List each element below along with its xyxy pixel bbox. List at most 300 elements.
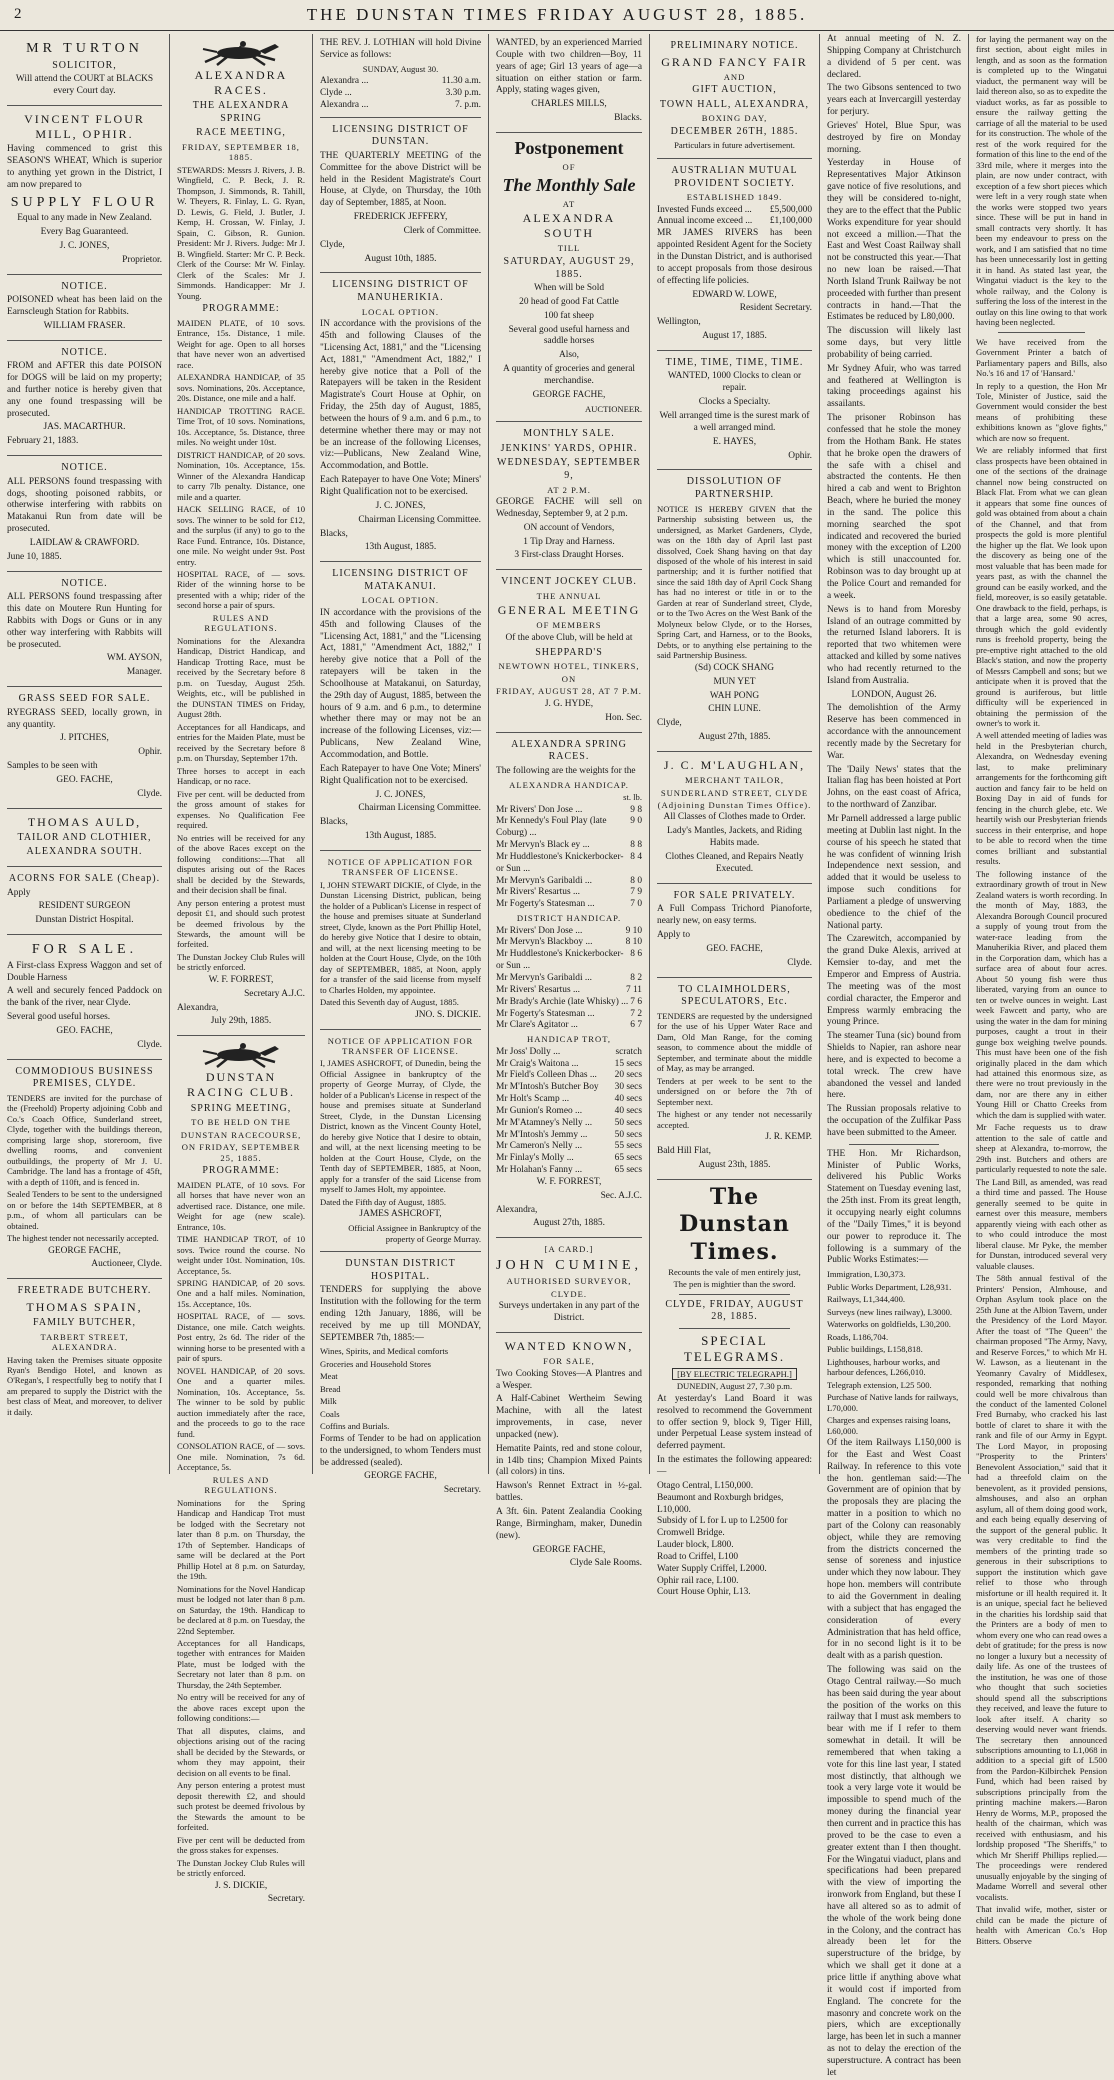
weight-row-label: Mr Field's Colleen Dhas ... [496,1070,597,1081]
ad-body: Hematite Paints, red and stone colour, in 14lb tins; Champion Mixed Paints (all colors) in tins. [496,1443,642,1478]
weights-table-trot [496,1047,642,1177]
article-paragraph: Yesterday in House of Representatives Major Atkinson gave notice of five resolutions, and they will be considered to-night, they are to the effect that the Public Works expenditure for year should not exceed a million.—That the East and West Coast Railway shall not be constructed this year.—That no new loan be raised.—That North Island Trunk Railway be not proceeded with further than present contracts in hand.—That the Estimates be reduced by L80,000. [827,158,961,323]
ad-piano-sale [657,884,812,978]
ad-subtitle: SPRING MEETING, [190,1102,292,1114]
ad-signature-role: Clyde Sale Rooms. [569,1558,642,1569]
weight-row-label: Mr Rivers' Resartus ... [496,984,580,995]
estimate-item: Immigration, L30,373. [827,1269,906,1280]
ad-body: Two Cooking Stoves—A Plantres and a Wesper. [496,1368,642,1391]
ad-title: TIME, TIME, TIME, TIME. [665,356,804,368]
estimate-item: Roads, L186,704. [827,1331,889,1342]
paper-nameplate: The Dunstan Times. [679,1183,790,1265]
article-paragraph: We are reliably informed that first class prospects have been obtained in one of the sections of the drainage channel now being constructed on Black Flat. From what we can glean it appears that some fine ounces of gold was obtained from about a chain of the Channel, and that from prospects the gold is more plentiful the higher up the flat. We look upon the discovery as being one of the most valuable that has been made for years past, as with the channel the ground can be easily worked, and the field, moreover, is so easily getatable. One drawback to the field, perhaps, is that a large area, some 90 acres, through which the gold evidently runs is freehold property, being the pre-emptive right attached to the old Black's station, and now the property of Messrs Campbell and sons; but we anticipate when it is proved that the ground is auriferous, but little difficulty will be experienced in obtaining the permission of the owner's to work it. [976,445,1107,728]
ad-signature: GEO. FACHE, [56,774,113,785]
ad-body: The Dunstan Jockey Club Rules will be strictly enforced. [177,951,305,973]
weight-row-label: Mr Mervyn's Black ey ... [496,840,590,851]
ad-signature: WAH PONG [709,690,760,701]
issue-date: CLYDE, FRIDAY, AUGUST 28, 1885. [665,1298,804,1323]
service-time-value: 3.30 p.m. [445,88,481,99]
ad-body: Particulars in future advertisement. [674,140,795,151]
weight-row-label: Mr Huddlestone's Knickerbocker-or Sun ... [496,851,624,874]
ad-title: ACORNS FOR SALE (Cheap). [8,872,161,884]
ad-wanted-situation [496,34,642,133]
ad-body: The Dunstan Jockey Club Rules will be strictly enforced. [177,1857,305,1879]
ad-place: Clyde, [320,239,345,250]
ad-connector: AND [723,71,746,82]
ad-signature: J. C. JONES, [375,789,426,800]
ad-title: WANTED KNOWN, [504,1339,634,1354]
weight-row-value: scratch [615,1046,642,1057]
ad-connector: TILL [557,243,581,254]
weight-row-label: Mr Fogerty's Statesman ... [496,1008,595,1019]
ad-section-title: PROGRAMME: [202,303,280,315]
article-paragraph: The Land Bill, as amended, was read a third time and passed. The House generally seemed to be quite in earnest over this measure, members apparently vieing with each other as to who could introduce the most liberal clause. Mr Pyke, the member for Dunstan, introduced several very valuable clauses. [976,1176,1107,1271]
weights-unit: st. lb. [623,792,642,803]
ad-body: Equal to any made in New Zealand. [17,213,152,224]
article-paragraph: That invalid wife, mother, sister or child can be made the picture of health with American Co.'s Hop Bitters. Observe [976,1904,1107,1946]
tender-item: Coffins and Burials. [320,1421,390,1432]
ad-signature: JAMES ASHCROFT, [359,1209,442,1220]
ad-signature: (Sd) COCK SHANG [694,662,775,673]
weight-row [496,1070,642,1082]
ad-title: DUNSTAN DISTRICT HOSPITAL. [345,1258,456,1282]
columns [0,34,1114,2078]
ad-signature: GEO. FACHE, [56,1025,113,1036]
weight-row [496,840,642,852]
ad-dunstan-racing-club [177,1036,305,1913]
ad-signature: J. G. HYDE, [544,698,594,709]
ad-title: LICENSING DISTRICT OF DUNSTAN. [332,123,469,148]
ad-place: CLYDE. [551,1288,587,1299]
ad-race-weights [496,733,642,1239]
ad-signature: E. HAYES, [712,436,757,447]
weight-row [496,1106,642,1118]
ad-date: August 10th, 1885. [364,253,437,264]
ad-vincent-jockey-club [496,570,642,732]
ad-body: Nominations for the Novel Handicap must be lodged not later than 8 p.m. on Saturday, the 19th. Handicap to be declared at 8 p.m. on Tuesday, the 22nd September. [177,1583,305,1636]
ad-place: Bald Hill Flat, [657,1145,711,1156]
article-paragraph: The discussion will likely last some days, but very little probability of being carried. [827,326,961,360]
ad-date: WEDNESDAY, SEPTEMBER 9, [497,457,641,481]
ad-section-title: RULES AND REGULATIONS. [204,1474,278,1496]
weight-row [496,852,642,876]
service-time-value: 7. p.m. [454,99,481,110]
weight-row [496,949,642,973]
ad-monthly-sale [496,422,642,570]
weight-row-label: Mr Mervyn's Garibaldi ... [496,972,592,983]
ad-body: A well and securely fenced Paddock on the bank of the river, near Clyde. [7,986,162,1009]
ad-preliminary-notice [657,34,812,159]
column-1 [0,34,170,1474]
ad-signature: FREDERICK JEFFERY, [353,212,448,223]
weight-row [496,1130,642,1142]
ad-signature-role: Proprietor. [122,254,162,265]
ad-body: A Half-Cabinet Wertheim Sewing Machine, with all the latest improvements, in case, never unpacked (new). [496,1394,642,1440]
ad-signature: J. C. JONES, [59,240,110,251]
dateline: LONDON, August 26. [851,689,937,700]
ad-title: J. C. M'LAUGHLAN, [663,757,806,772]
weight-row [496,805,642,817]
ad-title: ALEXANDRA SPRING RACES. [511,738,627,763]
ad-body: ALL PERSONS found trespassing with dogs, shooting poisoned rabbits, or otherwise interfering with rabbits on Matakanui Run from date will be prosecuted. [7,476,162,535]
ad-title: Postponement [514,137,624,158]
ad-john-cumine [496,1238,642,1333]
article-paragraph: The following was said on the Otago Central railway.—So much has been said during the year about the position of the works on this railway that I must ask members to bear with me if I refer to them somewhat in detail. It will be remembered that when taking a vote for this line last year, I stated most distinctly, that although we took a very large vote it would be impossible to spend much of the money during the financial year then current and in practice this has proved to be the case to even a greater extent than I then thought. For the Wingatui viaduct, plans and specifications had been prepared with the view of importing the ironwork from England, but these I have all altered so as to admit of the whole of the work being done in the Colony, and the contract has already been let for the superstructure of the bridge, by which we shall get it done at a price little if anything above what it would cost if imported from England. The concrete for the masonry and concrete work on the piers, which are exceptionally large, has been let in such a manner as not to delay the erection of the superstructure. A contract has been let [827,1665,961,2078]
ad-licensing-dunstan [320,118,481,274]
ad-subtitle: MERCHANT TAILOR, [684,775,785,786]
fund-row [657,216,812,228]
ad-body: Clothes Cleaned, and Repairs Neatly Executed. [665,852,804,874]
ad-body: Of the above Club, will be held at [505,632,633,643]
ad-signature: CHIN LUNE. [708,704,761,715]
ad-body: Each Ratepayer to have One Vote; Miners' Right Qualification not to be exercised. [320,763,481,786]
ad-body: A First-class Express Waggon and set of Double Harness [7,960,162,983]
ad-subtitle: FOR SALE, [543,1356,595,1367]
ad-subtitle: THE ALEXANDRA SPRING [192,100,290,124]
ad-body: WANTED, 1000 Clocks to clean or repair. [667,371,802,394]
ad-place: TARBERT STREET, ALEXANDRA. [40,1331,129,1353]
estimates-list [827,1269,961,1436]
ad-signature: J. R. KEMP. [765,1132,812,1143]
ad-notice-poison-wheat [7,275,162,341]
weight-row-label: Mr M'Intosh's Butcher Boy [496,1082,599,1093]
article-paragraph: Mr Parnell addressed a large public meeting at Dublin last night. In the course of his speech he stated that he was confident of winning Irish Independence next session, and added that it would be useless to impose such conditions for Parliament a pledge of unswerving obedience to the chief of the National party. [827,814,961,931]
ad-body: Clocks a Specialty. [698,397,771,408]
article-paragraph: The 'Daily News' states that the Italian flag has been hoisted at Port Johns, on the east coast of Africa, to the northward of Zanzibar. [827,764,961,811]
ad-title: FOR SALE PRIVATELY. [673,889,796,901]
article-paragraph: The demolishtion of the Army Reserve has been commenced in accordance with the announcement recently made by the Secretary for War. [827,703,961,761]
ad-body: Also, [558,350,580,361]
estimate-row-label: Court House Ophir, L13. [657,1587,751,1598]
estimate-item: Telegraph extension, L25 500. [827,1379,932,1390]
ad-body: Five per cent. will be deducted from the gross amount of stakes for expenses. No Qualification Fee required. [177,788,305,831]
weight-row [496,876,642,888]
ad-signature-role: Secretary. [443,1485,481,1496]
article-paragraph: At yesterday's Land Board it was resolved to recommend the Government to offer section 9, block 9, Tiger Hill, under Perpetual Lease system instead of deferred payment. [657,1393,812,1452]
programme-event: MAIDEN PLATE, of 10 sovs. Entrance, 15s. Distance, 1 mile. Weight for age. Open to all horses that have never won an advertised race. [177,317,305,370]
ad-postponement [496,133,642,422]
weight-row [496,1118,642,1130]
tender-item: Bread [320,1383,341,1394]
ad-place: Wellington, [657,317,701,328]
article-paragraph: The prisoner Robinson has confessed that he stole the money from the Hotham Bank. He states that he broke open the drawers of the safe with a chisel and abstracted the contents. He then hired a cab and went to Brighton Beach, where he buried the money in the sand. The police this morning searched the spot indicated and recovered the buried money with the exception of L200 which is still unaccounted for. Robinson was to day brought up at the Police Court and remanded for a week. [827,413,961,601]
estimate-item: Charges and expenses raising loans, L60,000. [827,1415,951,1436]
weight-row-label: Mr Rivers' Don Jose ... [496,804,583,815]
ad-signature: GEORGE FACHE, [364,1471,437,1482]
article-paragraph: In reply to a question, the Hon Mr Tole, Minister of Justice, said the Government would consider the best means of prohibiting these exhibitions known as "glove fights," which are now so frequent. [976,380,1107,443]
weight-row-value: 30 secs [614,1082,642,1093]
ad-body: Any person entering a protest must deposit therewith £2, and should such protest be deemed frivolous by the Stewards the amount to be forfeited. [177,1780,305,1833]
weight-row [496,1153,642,1165]
ad-title: MR TURTON [26,41,143,56]
article-paragraph: Mr Sydney Afuir, who was tarred and feathered at Wellington is taking proceedings against his assailants. [827,363,961,410]
ad-signature: EDWARD W. LOWE, [692,289,777,300]
ad-signature: GEO. FACHE, [706,943,763,954]
weight-row-label: Mr Finlay's Molly ... [496,1153,574,1164]
article-paragraph: News is to hand from Moresby Island of an outrage committed by the returned Island laborers. It is reported that two whitemen were attacked and killed by some natives who had recently returned to the Island from Australia. [827,604,961,686]
ad-body: WANTED, by an experienced Married Couple with two children—Boy, 11 years of age; Girl 13 years of age—a situation on either station or farm. Apply, stating wages given, [496,38,642,96]
section-title: SPECIAL TELEGRAMS. [683,1332,786,1365]
ad-dissolution [657,470,812,752]
ad-body: The following are the weights for the [496,765,636,776]
ad-body: 1 Tip Dray and Harness. [523,536,615,547]
weight-row-value: 8 8 [630,840,642,851]
ad-body: TENDERS are requested by the undersigned for the use of his Upper Water Race and Dam, Old Man Range, for the coming season, to commence about the middle of September, and terminate about the middle of May, as may be arranged. [657,1010,812,1074]
ad-signature: J. S. DICKIE, [214,1880,268,1891]
ad-body: IN accordance with the provisions of the 45th and following Clauses of the "Licensing Act, 1881," and the "Licensing Act, 1881," "Amendment Act, 1882," I hereby give notice that a Poll of the ratepayers will be taken in the Schoolhouse at Matakanui, on Saturday, the 29th day of August, 1885, between the hours of 9 a.m. and 6 p.m., to determine whether there may or may not be an increase of the following Licenses, viz:—Publicans, New Zealand Wine, Accommodation, and Bottle. [320,607,481,760]
ad-body: MR JAMES RIVERS has been appointed Resident Agent for the Society in the Dunstan District, and is authorised to accept proposals from those desirous of effecting life policies. [657,228,812,286]
ad-signature-role: Chairman Licensing Committee. [358,514,481,525]
weight-row-value: 50 secs [614,1129,642,1140]
service-times [320,76,481,112]
programme-event: HOSPITAL RACE, of — sovs. Rider of the winning horse to be presented with a whip; rider of the second horse a pair of spurs. [177,569,305,611]
weight-row-value: 7 9 [630,887,642,898]
weight-row [496,1094,642,1106]
weight-row-value: 8 4 [630,851,642,862]
weights-table-alexandra [496,805,642,912]
ad-subtitle: LOCAL OPTION. [361,595,440,606]
ad-subtitle: GIFT AUCTION, [692,84,777,96]
column-4 [489,34,650,1569]
ad-body: Will attend the COURT at BLACKS every Court day. [15,74,154,97]
ad-freetrade-butchery [7,1279,162,1424]
ad-signature: W. F. FORREST, [536,1176,602,1187]
ad-signature-role: Sec. A.J.C. [600,1190,642,1201]
estimate-row [657,1587,812,1599]
ad-body: TENDERS are invited for the purchase of the (Freehold) Property adjoining Cobb and Co.'s Coach Office, Sunderland street, Clyde, together with the buildings thereon, comprising large shop, storeroom, five dwelling rooms, and convenient outbuildings, the property of Mr J. U. Cambridge. The land has a frontage of 45ft, with a depth of 110ft, and is fenced in. [7,1092,162,1187]
racehorse-illustration-icon [191,40,291,66]
ad-section-title: HANDICAP TROT, [526,1034,612,1045]
ad-signature: RESIDENT SURGEON [38,901,131,912]
ad-body: THE REV. J. LOTHIAN will hold Divine Service as follows: [320,38,481,60]
ad-title: NOTICE. [61,462,108,474]
ad-date: Dated the Fifth day of August, 1885. [320,1196,447,1207]
ad-date: July 29th, 1885. [210,1016,272,1027]
service-time-label: Alexandra ... [320,76,369,87]
ad-title: DUNSTAN RACING CLUB. [186,1070,295,1100]
ad-body: A Full Compass Trichord Pianoforte, nearly new, on easy terms. [657,904,812,927]
weight-row [496,997,642,1009]
ad-date: August 27th, 1885. [698,732,771,743]
estimate-row [657,1564,812,1576]
ad-subtitle: JENKINS' YARDS, OPHIR. [500,442,638,454]
programme-event: ALEXANDRA HANDICAP, of 35 sovs. Nominations, 20s. Acceptance, 20s. Distance, one mile and a half. [177,372,305,404]
article-paragraph: The following instance of the extraordinary growth of trout in New Zealand waters is worth recording. In the month of May, 1883, the Alexandra Borough Council procured a supply of young trout from the water-race leading from the Manuherikia River, and placed them in the Corporation dam, which has a surface area of about four acres. About 50 young fish were thus liberated, varying from an ounce to ten or twelve ounces in weight. Last week Fawcett and party, who are using the water in the dam for mining purposes, caught a trout in their gunge box weighing twelve pounds. This must have been one of the fish originally placed in the dam which had attained this enormous size, as there were no trout previously in the dam, nor are there any in either Young Hill or Chatto Creeks from which the dam is supplied with water. [976,868,1107,1120]
weight-row-value: 7 0 [630,899,642,910]
ad-thomas-auld [7,809,162,867]
ad-section-title: PROGRAMME: [202,1165,280,1177]
weight-row [496,1009,642,1021]
weight-row-label: Mr Fogerty's Statesman ... [496,899,595,910]
article-paragraph: for laying the permanent way on the first section, about eight miles in length, and as soon as the formation is completed up to the Wingatui viaduct, the permanent way will be laid thereon also, so as to expedite the viaduct works, as far as possible to ensure the railway getting the carriage of all the material to be used for its construction. The whole of the rest of the work required for the formation of this line to the end of the 33rd mile, where it merges into the plain, are now under contract, with exception of a few short pieces which were left in a very rough state when the works were stopped two years since. These will be put in hand in small contracts very shortly. It has been my endeavour to press on the work, and I am satisfied that no time has been unnecessarily lost in getting it in hand. As stated last year, the Wingatui viaduct is the key to the whole railway, and the Colony is suffering the loss of the interest in the outlay on this line owing to that work having been neglected. [976,34,1107,328]
ad-signature: WM. AYSON, [106,653,162,664]
ad-body: No entries will be received for any of the above Races except on the following conditions:—That all disputes arising out of the Races shall be decided by the Stewards, and their decision shall be final. [177,832,305,896]
ad-subtitle: ESTABLISHED 1849. [686,192,783,203]
programme-event: NOVEL HANDICAP, of 20 sovs. One and a quarter miles. Nomination, 10s. Acceptance, 5s. The winner to be sold by public auction immediately after the race, and the proceeds to go to the race fund. [177,1365,305,1439]
estimate-row [657,1576,812,1588]
ad-hospital-tenders [320,1252,481,1504]
ad-body: POISONED wheat has been laid on the Earnscleugh Station for Rabbits. [7,295,162,317]
column-6 [820,34,969,2078]
estimate-row-label: Ophir rail race, L100. [657,1575,739,1586]
ad-date: 13th August, 1885. [364,831,437,842]
ad-body: Acceptances for all Handicaps, and entries for the Maiden Plate, must be received by the Secretary before 8 p.m. on Thursday, September 17th. [177,721,305,764]
weight-row-label: Mr Rivers' Don Jose ... [496,925,583,936]
weights-table-district [496,926,642,1033]
weight-row [496,1082,642,1094]
ad-licensing-matakanui [320,562,481,851]
article-paragraph: Mr Fache requests us to draw attention to the sale of cattle and sheep at Alexandra, to-morrow, the 29th inst. Butchers and others are particularly requested to note the sale. [976,1122,1107,1175]
ad-signature: JAS. MACARTHUR. [43,422,126,433]
ad-subtitle: BOXING DAY, [701,113,768,124]
estimate-row [657,1552,812,1564]
weight-row [496,937,642,949]
fund-row-label: Annual income exceed ... [657,216,753,227]
tender-item: Milk [320,1396,337,1407]
column-5 [650,34,820,1598]
article-paragraph: The steamer Tuna (sic) bound from Shields to Napier, ran ashore near here, and is expected to become a total wreck. The crew have abandoned the vessel and landed here. [827,1031,961,1101]
ad-body: No entry will be received for any of the above races except upon the following conditions:— [177,1692,305,1724]
ad-date: SATURDAY, AUGUST 29, 1885. [503,255,635,280]
programme-event: HANDICAP TROTTING RACE. Time Trot, of 10 sovs. Nominations, 10s. Acceptance, 5s. Distance, three miles. No weight under 10st. [177,405,305,448]
service-time-label: Alexandra ... [320,99,369,110]
estimate-item: Public Works Department, L28,931. [827,1281,952,1292]
ad-place: Clyde. [137,788,162,799]
weight-row-value: 6 7 [630,1020,642,1031]
ad-body: TENDERS for supplying the above Institution with the following for the term ending 12th January, 1886, will be received by me up till MONDAY, SEPTEMBER 7th, 1885:— [320,1285,481,1343]
ad-place: Clyde. [137,1039,162,1050]
weight-row-value: 15 secs [614,1058,642,1069]
ad-alexandra-races [177,34,305,1036]
paper-motto: Recounts the vale of men entirely just, [668,1266,801,1277]
ad-body: Forms of Tender to be had on application to the undersigned, to whom Tenders must be addressed (sealed). [320,1433,481,1468]
ad-signature-role: Hon. Sec. [605,712,642,723]
ad-subtitle: TAILOR AND CLOTHIER, [17,831,152,843]
weight-row-value: 40 secs [614,1094,642,1105]
article-paragraph: A well attended meeting of ladies was held in the Presbyterian church, Alexandra, on Wednesday evening last, to make preliminary arrangements for the forthcoming gift auction and fancy fair to be held on Boxing Day in aid of funds for fencing in the church glebe, etc. We heartily wish our Presbyterian friends success in their enterprise, and hope to be able to record when the time comes brilliant and substantial results. [976,730,1107,867]
service-time-value: 11.30 a.m. [441,76,481,87]
weight-row-label: Mr Clare's Agitator ... [496,1020,578,1031]
ad-body: GEORGE FACHE will sell on Wednesday, September 9, at 2 p.m. [496,497,642,519]
ad-body: A 3ft. 6in. Patent Zealandia Cooking Range, Birmingham, maker, Dunedin (new). [496,1506,642,1541]
ad-body: 3 First-class Draught Horses. [514,550,624,561]
ad-body: ON account of Vendors, [523,522,615,533]
ad-title: NOTICE. [61,577,108,589]
ad-body: A quantity of groceries and general merchandise. [503,364,635,387]
weight-row-value: 50 secs [614,1117,642,1128]
tender-items [320,1346,481,1431]
section-subtitle: [BY ELECTRIC TELEGRAPH.] [672,1368,797,1380]
ad-body: The highest or any tender not necessarily accepted. [657,1109,812,1130]
ad-body: NOTICE IS HEREBY GIVEN that the Partnership subsisting between us, the undersigned, as Market Gardeners, Clyde, was on the 18th day of April last past dissolved, Coek Shang having on that day disposed of the whole of his interest in said partnership; and it is further notified that since the said 18th day of April Cock Shang has had no interest or title in or to the Garden at rear of Sunderland street, Clyde, or to the Two Acres on the West Bank of the Molyneux below Clyde, or to the Horses, Spring Cart, and Harness, or to the Books, Debts, or to anything else pertaining to the said Partnership Business. [657,503,812,661]
weight-row [496,973,642,985]
ad-section-title: DISTRICT HANDICAP. [516,913,622,924]
paper-motto: The pen is mightier than the sword. [673,1279,796,1290]
ad-body: FROM and AFTER this date POISON for DOGS will be laid on my property; and further notice is hereby given that any one found trespassing will be prosecuted. [7,361,162,419]
ad-title: NOTICE. [61,280,108,292]
estimate-row-label: Road to Criffel, L100 [657,1551,739,1562]
ad-title: TO CLAIMHOLDERS, SPECULATORS, Etc. [678,983,791,1008]
tender-item: Meat [320,1371,338,1382]
ad-connector: ON [561,673,577,684]
ad-signature-role: Secretary. [267,1894,305,1905]
weight-row [496,816,642,840]
ad-body: Lady's Mantles, Jackets, and Riding Habits made. [667,826,802,849]
ad-title: LICENSING DISTRICT OF MANUHERIKIA. [332,279,469,304]
ad-headline: SUPPLY FLOUR [10,194,159,210]
ad-title: LICENSING DISTRICT OF MATAKANUI. [332,568,469,592]
ad-date: August 23th, 1885. [698,1159,771,1170]
ad-body: Well arranged time is the surest mark of a well arranged mind. [659,411,810,433]
ad-headline: The Monthly Sale [502,175,636,196]
ad-title: PRELIMINARY NOTICE. [670,40,799,51]
ad-transfer-license-ashcroft [320,1030,481,1253]
service-time [320,100,481,112]
amp-funds [657,205,812,229]
ad-mclaughlan-tailor [657,752,812,884]
ad-notice-matakanui [7,456,162,572]
ad-subtitle: FAMILY BUTCHER, [33,1316,136,1328]
ad-body: I, JAMES ASHCROFT, of Dunedin, being the Official Assignee in bankruptcy of the property of George Murray, of Clyde, the holder of a Publican's License in respect of the house and premises situate at Sunderland Street, Clyde, in the Dunstan Licensing District, known as the Vincent County Hotel, do hereby give Notice that I desire to obtain, and will, at the next licensing meeting to be holden at the Court House, Clyde, on the Tenth day of SEPTEMBER, 1885, at Noon, apply for a transfer of the said License from myself to James Holt, my appointee. [320,1058,481,1195]
ad-title: VINCENT FLOUR MILL, OPHIR. [24,111,145,142]
weight-row-value: 8 10 [625,937,642,948]
weight-row-label: Mr M'Intosh's Jemmy ... [496,1129,588,1140]
ad-connector: AT [562,198,576,209]
ad-date: FRIDAY, SEPTEMBER 18, 1885. [182,142,300,163]
weight-row [496,1141,642,1153]
ad-claimholders [657,978,812,1180]
estimates-list [657,1481,812,1599]
weight-row-value: 7 6 [630,996,642,1007]
ad-body: Apply [7,887,31,898]
weight-row-value: 8 0 [630,875,642,886]
weight-row-label: Mr Mervyn's Garibaldi ... [496,875,592,886]
dateline: DUNEDIN, August 27, 7.30 p.m. [676,1381,793,1392]
ad-body: Nominations for the Alexandra Handicap, District Handicap, and Handicap Trotting Race, must be received by the Secretary before 8 p.m. on Tuesday, August 25th. Weights, etc., will be published in the DUNSTAN TIMES on Friday, August 28th. [177,635,305,720]
racehorse-illustration-icon [191,1042,291,1068]
editorial-masthead [657,1180,812,1605]
article-paragraph: Grieves' Hotel, Blue Spur, was destroyed by fire on Monday morning. [827,120,961,155]
weight-row [496,1059,642,1071]
article-paragraph: The Czarewitch, accompanied by the grand Duke Alexis, arrived at Kemsier to-day, and met the Emperor and Empress of Austria. The meeting was of the most cordial character, the Emperor and Empress warmly embracing the young Prince. [827,934,961,1028]
ad-grass-seed [7,687,162,809]
ad-subtitle: DUNSTAN RACECOURSE, [180,1129,302,1140]
article-paragraph: The two Gibsons sentenced to two years each at Invercargill yesterday for perjury. [827,83,961,118]
estimate-item: Lighthouses, harbour works, and harbour defences, L266,010. [827,1356,940,1378]
ad-title: FOR SALE. [31,942,138,958]
ad-turton [7,34,162,106]
ad-title: JOHN CUMINE, [496,1257,642,1273]
programme-list [177,318,305,611]
ad-body: Having taken the Premises situate opposite Ryan's Bendigo Hotel, and known as O'Regan's, I respectfully beg to notify that I am prepared to supply the District with the best class of Meat, and moreover, to deliver it daily. [7,1354,162,1417]
ad-subtitle: TO BE HELD ON THE [191,1117,291,1128]
tender-item: Coals [320,1408,340,1419]
weight-row-value: 20 secs [614,1070,642,1081]
ad-place: ALEXANDRA SOUTH [522,211,616,241]
weight-row [496,1047,642,1059]
ad-signature-role: Official Assignee in Bankruptcy of the property of George Murray. [348,1223,481,1244]
ad-connector: OF [562,161,576,172]
weight-row-label: Mr Craig's Waitona ... [496,1058,579,1069]
ad-notice-moutere [7,572,162,688]
ad-date: DECEMBER 26TH, 1885. [670,125,799,137]
article-paragraph: The 58th annual festival of the Printers' Pension, Almhouse, and Orphan Asylum took place on the 25th June at the Albion Tavern, under the Presidency of the Lord Mayor. After the toast of "The Queen" the chairman proposed "The Army, Navy, and Reserve Forces," to which Mr H. W. Lawson, as a lieutenant in the Yeomanry Cavalry of Middlesex, responded, remarking that nothing could well be more chivalrous than the conduct of the lamented Colonel Fred Burnaby, who cracked his last bottle of claret to share it with the rank and file of our Army in Egypt. The Lord Mayor, in proposing "Prosperity to the Printers' Benevolent Association," said that it had a threefold claim on the benevolent, as it provided pensions, almshouses, and also an orphan asylum, all of them doing good work, and each being equally deserving of the support of the general public. It was very creditable to find the members of the printing trade so generous in their subscriptions to support the institution which gave relief to those who through misfortune or ill health required it. It is an unique, special fact he believed in the charities his lordship said that the Printers are a body of men to whom every one who can read owes a debt of gratitude; for the press is now no longer a luxury but a necessity of daily life. As one of the trustees of the institution, he was one of those who thought that such societies should spend all the subscriptions they received, and leave the future to look after itself. A charity so deserving would never want friends. The secretary then announced subscriptions amounting to L1,068 in addition to a special gift of L500 from the Pardon-Kilbirchek Pension Fund, which had been raised by subscriptions principally from the printing machine makers.—Baron Henry de Worms, M.P., proposed the health of the chairman, which was received with enthusiasm, and his lordship proposed "The Sheriffs," to which Mr Sheriff Phillips replied.—The proceedings were rendered unusually enjoyable by the singing of Madame Worrell and several other vocalists. [976,1273,1108,1902]
ad-signature-role: Chairman Licensing Committee. [358,803,481,814]
ad-transfer-license-dickie [320,851,481,1030]
fund-row-value: £5,500,000 [769,204,812,215]
estimate-row [657,1516,812,1540]
ad-body: Any person entering a protest must deposit £1, and should such protest be deemed frivolous by the Stewards, the amount will be forfeited. [177,897,305,950]
